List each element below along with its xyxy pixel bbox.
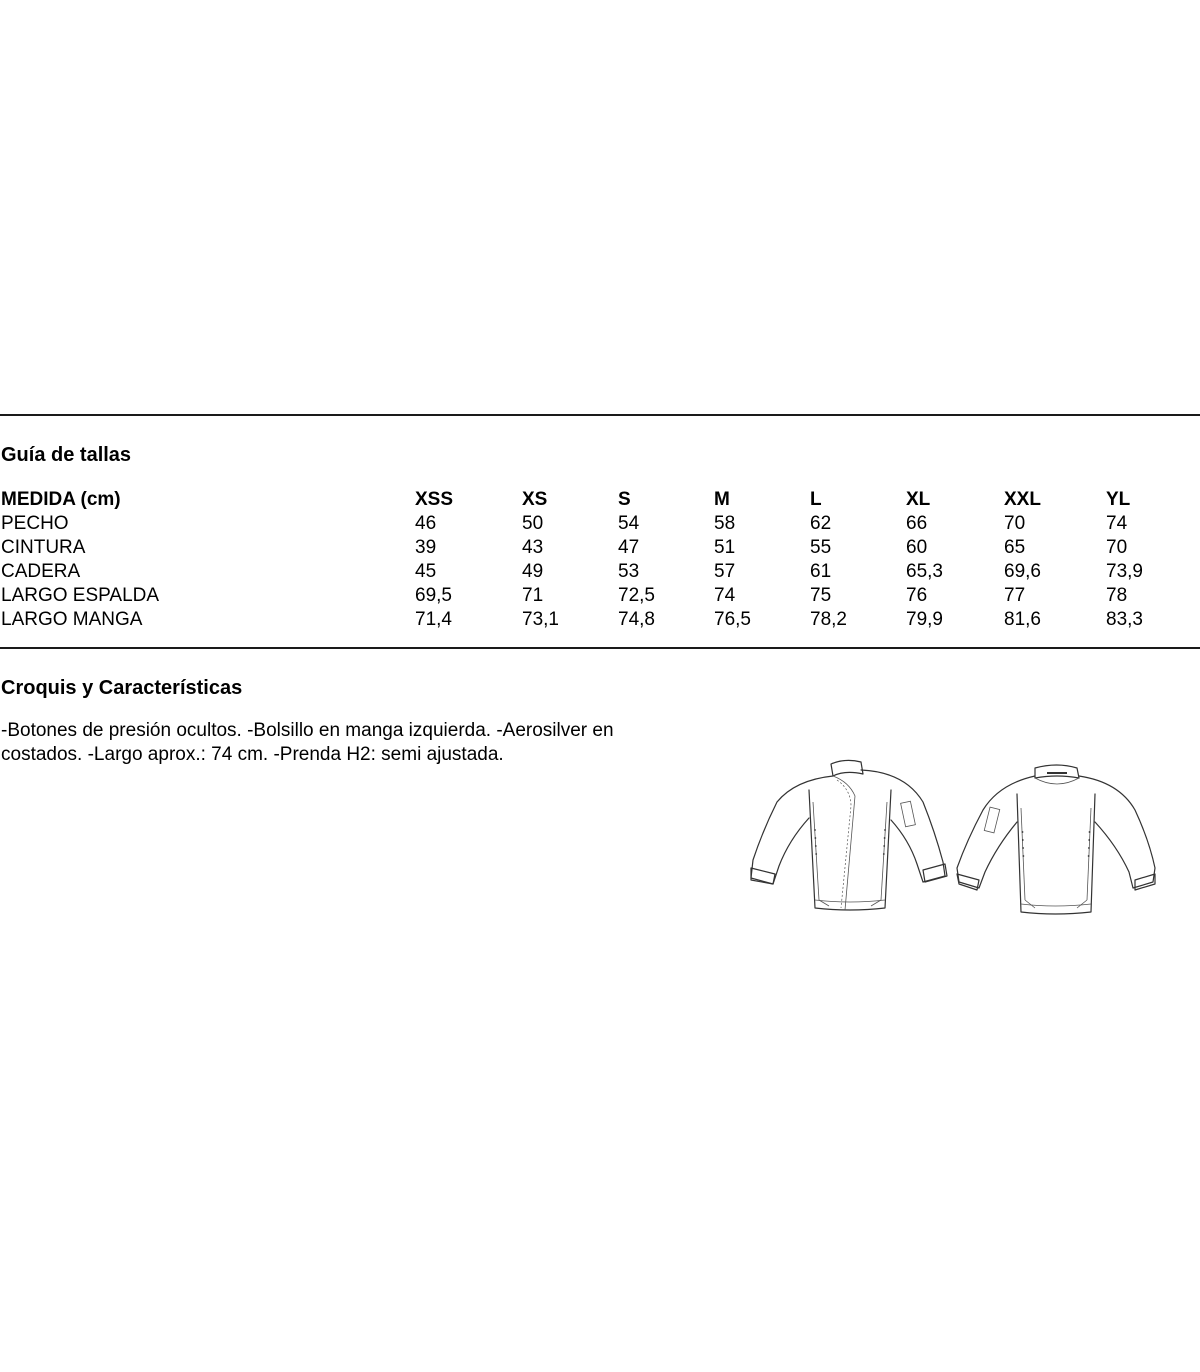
table-cell: 78,2 — [810, 609, 847, 630]
jacket-sketch-drawing — [745, 750, 1165, 920]
table-cell: 76 — [906, 585, 928, 606]
table-row — [1, 584, 1196, 608]
table-cell: 74 — [714, 585, 736, 606]
table-cell: 66 — [906, 513, 928, 534]
table-cell: 47 — [618, 537, 640, 558]
table-cell: 61 — [810, 561, 832, 582]
table-cell: 83,3 — [1106, 609, 1143, 630]
header-size-xs: XS — [522, 489, 548, 510]
header-size-m: M — [714, 489, 730, 510]
row-label: CINTURA — [1, 537, 86, 558]
table-cell: 71 — [522, 585, 544, 606]
table-cell: 45 — [415, 561, 437, 582]
table-cell: 74,8 — [618, 609, 655, 630]
header-measure: MEDIDA (cm) — [1, 489, 121, 510]
jacket-back-sketch — [957, 765, 1155, 914]
header-size-l: L — [810, 489, 822, 510]
table-cell: 65,3 — [906, 561, 943, 582]
sketch-section-title: Croquis y Características — [1, 677, 243, 699]
table-row — [1, 536, 1196, 560]
row-label: CADERA — [1, 561, 81, 582]
size-guide-title: Guía de tallas — [1, 444, 132, 466]
features-description: -Botones de presión ocultos. -Bolsillo en manga izquierda. -Aerosilver en costados. -Largo aprox.: 74 cm. -Prenda H2: semi ajustada. — [1, 720, 614, 765]
table-cell: 71,4 — [415, 609, 452, 630]
table-cell: 75 — [810, 585, 832, 606]
table-cell: 69,5 — [415, 585, 452, 606]
table-row — [1, 560, 1196, 584]
table-cell: 73,9 — [1106, 561, 1143, 582]
table-cell: 76,5 — [714, 609, 751, 630]
table-cell: 51 — [714, 537, 736, 558]
table-row — [1, 608, 1196, 632]
row-label: LARGO ESPALDA — [1, 585, 160, 606]
table-cell: 43 — [522, 537, 544, 558]
table-cell: 58 — [714, 513, 736, 534]
header-size-yl: YL — [1106, 489, 1131, 510]
table-cell: 60 — [906, 537, 928, 558]
table-cell: 70 — [1004, 513, 1026, 534]
table-cell: 69,6 — [1004, 561, 1041, 582]
table-cell: 54 — [618, 513, 640, 534]
table-cell: 55 — [810, 537, 832, 558]
table-cell: 39 — [415, 537, 437, 558]
table-cell: 78 — [1106, 585, 1128, 606]
header-size-s: S — [618, 489, 631, 510]
top-divider — [0, 414, 1200, 416]
table-cell: 81,6 — [1004, 609, 1041, 630]
table-cell: 77 — [1004, 585, 1026, 606]
header-size-xxl: XXL — [1004, 489, 1041, 510]
table-cell: 73,1 — [522, 609, 559, 630]
table-cell: 79,9 — [906, 609, 943, 630]
middle-divider — [0, 647, 1200, 649]
header-size-xl: XL — [906, 489, 931, 510]
table-cell: 72,5 — [618, 585, 655, 606]
row-label: PECHO — [1, 513, 69, 534]
table-cell: 50 — [522, 513, 544, 534]
jacket-sketches — [745, 750, 1165, 920]
table-cell: 46 — [415, 513, 437, 534]
size-guide-table — [1, 488, 1196, 632]
table-cell: 62 — [810, 513, 832, 534]
table-cell: 65 — [1004, 537, 1026, 558]
table-header-row — [1, 488, 1196, 512]
table-row — [1, 512, 1196, 536]
table-cell: 74 — [1106, 513, 1128, 534]
jacket-front-sketch — [751, 760, 947, 910]
table-cell: 53 — [618, 561, 640, 582]
table-cell: 70 — [1106, 537, 1128, 558]
table-cell: 57 — [714, 561, 736, 582]
header-size-xss: XSS — [415, 489, 454, 510]
table-cell: 49 — [522, 561, 544, 582]
row-label: LARGO MANGA — [1, 609, 143, 630]
